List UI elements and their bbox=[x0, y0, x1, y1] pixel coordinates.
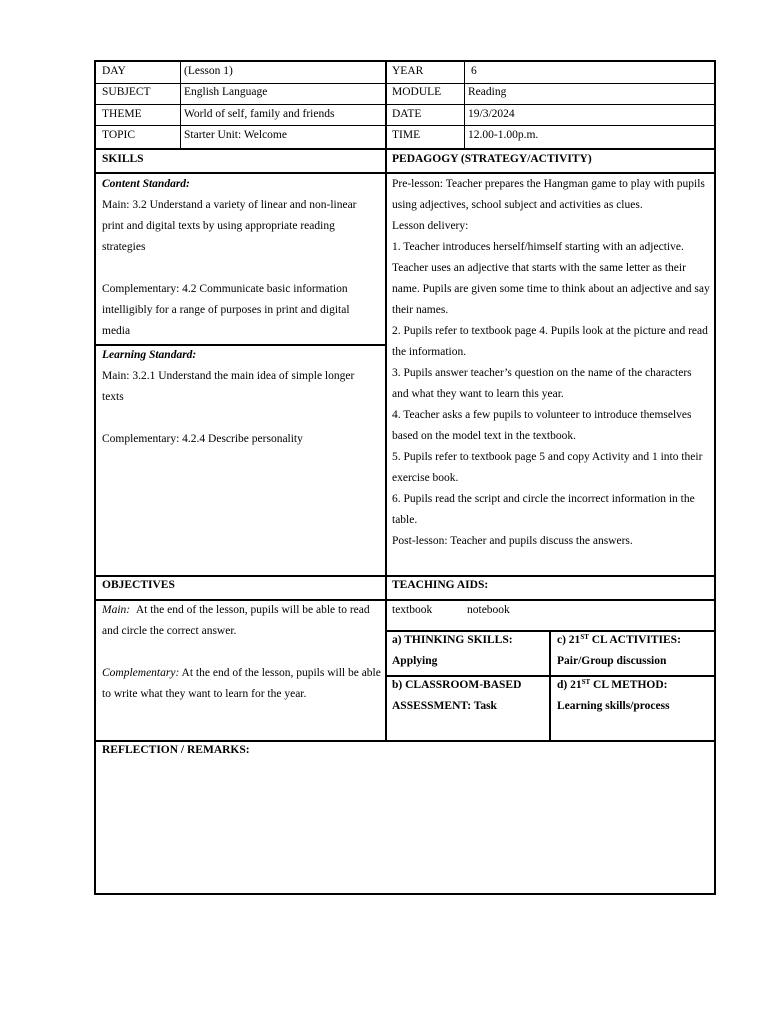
grid-line bbox=[96, 740, 714, 742]
cl-activities-value: Pair/Group discussion bbox=[557, 655, 667, 667]
cl-activities-label: c) 21ST CL ACTIVITIES: bbox=[557, 633, 681, 646]
content-standard bbox=[102, 174, 364, 342]
post-lesson-text: Post-lesson: Teacher and pupils discuss the answers. bbox=[392, 535, 633, 547]
day-value: (Lesson 1) bbox=[184, 65, 233, 77]
pedagogy-step: 4. Teacher asks a few pupils to volunteer to introduce themselves based on the model text in the textbook. bbox=[392, 409, 692, 442]
grid-line bbox=[180, 62, 181, 148]
pedagogy-heading: PEDAGOGY (STRATEGY/ACTIVITY) bbox=[392, 153, 592, 165]
time-label: TIME bbox=[392, 129, 421, 141]
teaching-aid-item: textbook bbox=[392, 604, 433, 616]
content-standard-heading: Content Standard: bbox=[102, 178, 190, 190]
pedagogy-step: 1. Teacher introduces herself/himself starting with an adjective. Teacher uses an adjective that starts with the same letter as their name. Pupils are given some time to think about an adjective and say their names. bbox=[392, 241, 710, 316]
content-standard-main: Main: 3.2 Understand a variety of linear and non-linear print and digital texts by using appropriate reading strategies bbox=[102, 199, 357, 253]
cl-method-label: d) 21ST CL METHOD: bbox=[557, 678, 668, 691]
cl-method-value: Learning skills/process bbox=[557, 700, 670, 712]
assessment-value: ASSESSMENT: Task bbox=[392, 700, 497, 712]
skills-heading: SKILLS bbox=[102, 153, 144, 165]
module-value: Reading bbox=[468, 86, 507, 98]
date-label: DATE bbox=[392, 108, 422, 120]
date-value: 19/3/2024 bbox=[468, 108, 515, 120]
day-label: DAY bbox=[102, 65, 126, 77]
reflection-area[interactable] bbox=[100, 762, 710, 892]
year-value: 6 bbox=[471, 65, 477, 77]
year-label: YEAR bbox=[392, 65, 424, 77]
objective-main-text: At the end of the lesson, pupils will be able to read and circle the correct answer. bbox=[102, 604, 370, 637]
learning-standard-complementary: Complementary: 4.2.4 Describe personality bbox=[102, 433, 303, 445]
pedagogy-step: 3. Pupils answer teacher’s question on the name of the characters and what they want to learn this year. bbox=[392, 367, 692, 400]
objectives-body bbox=[102, 600, 382, 705]
lesson-delivery-label: Lesson delivery: bbox=[392, 220, 469, 232]
learning-standard bbox=[102, 345, 364, 450]
grid-line bbox=[96, 148, 714, 150]
thinking-skills-value: Applying bbox=[392, 655, 438, 667]
teaching-aids-heading: TEACHING AIDS: bbox=[392, 579, 489, 591]
teaching-aid-item: notebook bbox=[467, 604, 510, 616]
topic-value: Starter Unit: Welcome bbox=[184, 129, 287, 141]
objective-main-label: Main: bbox=[102, 604, 131, 616]
learning-standard-heading: Learning Standard: bbox=[102, 349, 197, 361]
grid-line bbox=[96, 104, 714, 105]
pedagogy-step: 5. Pupils refer to textbook page 5 and copy Activity and 1 into their exercise book. bbox=[392, 451, 703, 484]
objective-complementary bbox=[102, 663, 382, 705]
assessment-label: b) CLASSROOM-BASED bbox=[392, 679, 522, 691]
theme-value: World of self, family and friends bbox=[184, 108, 335, 120]
grid-line bbox=[96, 83, 714, 84]
grid-line bbox=[96, 125, 714, 126]
grid-line bbox=[549, 630, 551, 740]
objective-main bbox=[102, 600, 382, 642]
learning-standard-main: Main: 3.2.1 Understand the main idea of simple longer texts bbox=[102, 370, 355, 403]
objective-complementary-label: Complementary: bbox=[102, 667, 180, 679]
subject-label: SUBJECT bbox=[102, 86, 151, 98]
objectives-heading: OBJECTIVES bbox=[102, 579, 175, 591]
time-value: 12.00-1.00p.m. bbox=[468, 129, 539, 141]
subject-value: English Language bbox=[184, 86, 268, 98]
content-standard-complementary: Complementary: 4.2 Communicate basic information intelligibly for a range of purposes in print and digital media bbox=[102, 283, 350, 337]
objective-complementary-text: At the end of the lesson, pupils will be able to write what they want to learn for the year. bbox=[102, 667, 381, 700]
grid-line bbox=[96, 575, 714, 577]
theme-label: THEME bbox=[102, 108, 142, 120]
pedagogy-step: 2. Pupils refer to textbook page 4. Pupils look at the picture and read the information. bbox=[392, 325, 708, 358]
reflection-heading: REFLECTION / REMARKS: bbox=[102, 744, 250, 756]
pre-lesson-text: Pre-lesson: Teacher prepares the Hangman game to play with pupils using adjectives, school subject and activities as clues. bbox=[392, 178, 705, 211]
module-label: MODULE bbox=[392, 86, 442, 98]
pedagogy-step: 6. Pupils read the script and circle the incorrect information in the table. bbox=[392, 493, 695, 526]
grid-line bbox=[385, 62, 387, 740]
pedagogy-body bbox=[392, 174, 710, 552]
lesson-plan-sheet bbox=[94, 60, 716, 895]
grid-line bbox=[464, 62, 465, 148]
thinking-skills-label: a) THINKING SKILLS: bbox=[392, 634, 513, 646]
topic-label: TOPIC bbox=[102, 129, 136, 141]
